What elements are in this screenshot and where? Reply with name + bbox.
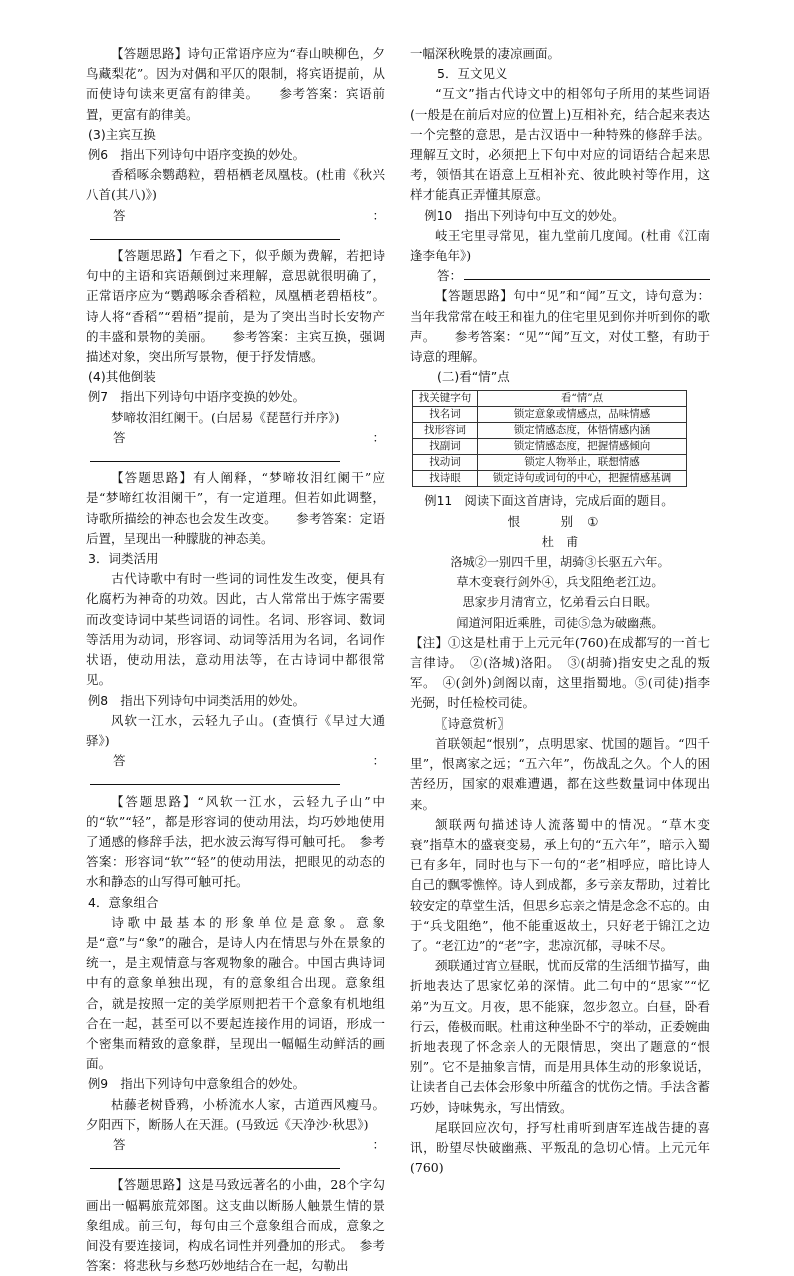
- paragraph: 【注】①这是杜甫于上元元年(760)在成都写的一首七言律诗。 ②(洛城)洛阳。 ③(胡骑)指安史之乱的叛军。 ④(剑外)剑阁以南，这里指蜀地。⑤(司徒)指李光弼，时任检校司徒。: [410, 634, 710, 711]
- paragraph: 例10 指出下列诗句中互文的妙处。: [412, 208, 625, 223]
- paragraph: 一幅深秋晚景的凄凉画面。: [410, 46, 561, 61]
- paragraph: 枯藤老树昏鸦，小桥流水人家，古道西风瘦马。夕阳西下，断肠人在天涯。(马致远《天净沙·秋思》): [86, 1096, 385, 1132]
- paragraph: 5．互文见义: [412, 66, 508, 82]
- paragraph: (4)其他倒装: [88, 369, 156, 385]
- answer-blank[interactable]: [90, 772, 340, 785]
- paragraph: 例7 指出下列诗句中语序变换的妙处。: [88, 390, 305, 405]
- paragraph: 诗歌中最基本的形象单位是意象。意象是“意”与“象”的融合，是诗人内在情思与外在景象的统一，是主观情意与客观物象的融合。中国古典诗词中有的意象单独出现，有的意象组合出现。意象组合，就是按照一定的美学原则把若干个意象有机地组合在一起，甚至可以不要起连接作用的词语，形成一个密集而精致的意象群，呈现出一幅幅生动鲜活的画面。: [86, 914, 385, 1072]
- table-row: [413, 455, 687, 471]
- paragraph: “互文”指古代诗文中的相邻句子所用的某些词语(一般是在前后对应的位置上)互相补充，结合起来表达一个完整的意思，是古汉语中一种特殊的修辞手法。理解互文时，必须把上下句中对应的词语结合起来思考，领悟其在语意上互相补充、彼此映衬等作用，这样才能真正弄懂其原意。: [410, 86, 710, 203]
- paragraph: 3．词类活用: [88, 551, 159, 567]
- table-row: [413, 471, 687, 487]
- paragraph: 颔联两句描述诗人流落蜀中的情况。“草木变衰”指草木的盛衰变易，承上句的“五六年”，暗示入蜀已有多年，同时也与下一句的“老”相呼应，暗比诗人自己的飘零憔悴。诗人到成都，多亏亲友帮助，过着比较安定的草堂生活，但思乡忘亲之情是念念不忘的。由于“兵戈阻绝”，他不能重返故土，只好老于锦江之边了。“老江边”的“老”字，悲凉沉郁，寻味不尽。: [410, 816, 711, 953]
- paragraph: 例6 指出下列诗句中语序变换的妙处。: [88, 148, 305, 163]
- answer-line: [86, 1135, 385, 1175]
- paragraph: 首联领起“恨别”，点明思家、忧国的题旨。“四千里”，恨离家之远；“五六年”，伤战乱之久。个人的困苦经历，国家的艰难遭遇，都在这些数量词中体现出来。: [410, 735, 710, 812]
- answer-label: 答：: [113, 207, 385, 223]
- paragraph: 香稻啄余鹦鹉粒，碧梧栖老凤凰枝。(杜甫《秋兴八首(其八)》): [86, 167, 385, 203]
- poem-line: 思家步月清宵立，忆弟看云白日眠。: [462, 595, 658, 610]
- paragraph: 尾联回应次句，抒写杜甫听到唐军连战告捷的喜讯，盼望尽快破幽燕、平叛乱的急切心情。上元元年(760): [410, 1119, 710, 1176]
- answer-label: 答：: [113, 753, 385, 769]
- paragraph: 【答题思路】有人阐释，“梦啼妆泪红阑干”应是“梦啼红妆泪阑干”，有一定道理。但若如此调整，诗歌所描绘的神态也会发生改变。 参考答案：定语后置，呈现出一种朦胧的神态美。: [86, 470, 385, 546]
- answer-label: 答：: [437, 268, 463, 284]
- table-cell: 锁定人物举止，联想情感: [478, 455, 687, 471]
- table-row: [413, 391, 687, 407]
- left-column: [86, 44, 385, 1276]
- answer-blank[interactable]: [464, 267, 710, 280]
- paragraph: 风软一江水，云轻九子山。(查慎行《早过大通驿》): [86, 712, 385, 748]
- table-cell: 看“情”点: [478, 391, 687, 407]
- answer-label: 答：: [113, 1136, 385, 1152]
- answer-line: [86, 751, 385, 791]
- paragraph: 梦啼妆泪红阑干。(白居易《琵琶行并序》): [111, 409, 340, 425]
- clue-table: [412, 390, 687, 487]
- right-column: [410, 44, 710, 1178]
- paragraph: 古代诗歌中有时一些词的词性发生改变，便具有化腐朽为神奇的功效。因此，古人常常出于炼字需要而改变诗词中某些词语的词性。名词、形容词、数词等活用为动词，形容词、动词等活用为名词，名词作状语，使动用法，意动用法等，在古诗词中都很常见。: [86, 571, 385, 688]
- paragraph: 例8 指出下列诗句中词类活用的妙处。: [88, 693, 305, 708]
- table-cell: 找副词: [413, 439, 478, 455]
- poem-title: 恨 别①: [507, 513, 613, 529]
- paragraph: 例11 阅读下面这首唐诗，完成后面的题目。: [412, 494, 674, 509]
- answer-line: [86, 428, 385, 468]
- poem-line: 杜 甫: [541, 534, 579, 549]
- table-cell: 锁定意象或情感点，品味情感: [478, 407, 687, 423]
- poem-line: 闻道河阳近乘胜，司徒⑤急为破幽燕。: [456, 615, 664, 630]
- answer-line: [410, 266, 710, 286]
- table-cell: 锁定诗句或词句的中心，把握情感基调: [478, 471, 687, 487]
- table-cell: 找动词: [413, 455, 478, 471]
- paragraph: 【答题思路】“风软一江水，云轻九子山”中的“软”“轻”，都是形容词的使动用法，均巧妙地使用了通感的修辞手法，把水波云海写得可触可托。 参考答案：形容词“软”“轻”的使动用法，把眼见的动态的水和静态的山写得可触可托。: [86, 793, 385, 890]
- paragraph: (3)主宾互换: [88, 126, 156, 142]
- paragraph: 【答题思路】句中“见”和“闻”互文，诗句意为：当年我常常在岐王和崔九的住宅里见到你并听到你的歌声。 参考答案：“见”“闻”互文，对仗工整，有助于诗意的理解。: [410, 288, 711, 365]
- poem-line: 洛城②一别四千里，胡骑③长驱五六年。: [450, 555, 670, 570]
- table-cell: 找形容词: [413, 423, 478, 439]
- paragraph: 4．意象组合: [88, 894, 159, 910]
- answer-blank[interactable]: [90, 227, 340, 240]
- paragraph: 颈联通过宵立昼眠，忧而反常的生活细节描写，曲折地表达了思家忆弟的深情。此二句中的“思家”“忆弟”为互文。月夜，思不能寐，忽步忽立。白昼，卧看行云，倦极而眠。杜甫这种坐卧不宁的举动，正委婉曲折地表现了怀念亲人的无限情思，突出了题意的“恨别”。它不是抽象言情，而是用具体生动的形象说话，让读者自己去体会形象中所蕴含的忧伤之情。手法含蓄巧妙，诗味隽永，写出情致。: [410, 958, 711, 1115]
- table-row: [413, 439, 687, 455]
- paragraph: 【答题思路】这是马致远著名的小曲，28个字勾画出一幅羁旅荒郊图。这支曲以断肠人触景生情的景象组成。前三句，每句由三个意象组合而成，意象之间没有要连接词，构成名词性并列叠加的形式。 参考答案：将悲秋与乡愁巧妙地结合在一起，勾勒出: [86, 1177, 385, 1274]
- paragraph: (二)看“情”点: [412, 369, 510, 385]
- paragraph: 例9 指出下列诗句中意象组合的妙处。: [88, 1077, 305, 1092]
- table-cell: 锁定情感态度，体悟情感内涵: [478, 423, 687, 439]
- table-row: [413, 423, 687, 439]
- answer-blank[interactable]: [90, 449, 340, 462]
- table-cell: 找名词: [413, 407, 478, 423]
- paragraph: 【答题思路】诗句正常语序应为“春山映柳色，夕鸟藏梨花”。因为对偶和平仄的限制，将宾语提前，从而使诗句读来更富有韵律美。 参考答案：宾语前置，更富有韵律美。: [86, 46, 385, 122]
- paragraph: 〖诗意赏析〗: [435, 715, 511, 731]
- answer-label: 答：: [113, 429, 385, 445]
- table-row: [413, 407, 687, 423]
- answer-line: [86, 206, 385, 246]
- table-cell: 锁定情感态度，把握情感倾向: [478, 439, 687, 455]
- table-cell: 找诗眼: [413, 471, 478, 487]
- answer-blank[interactable]: [90, 1156, 340, 1169]
- table-cell: 找关键字句: [413, 391, 478, 407]
- paragraph: 【答题思路】乍看之下，似乎颇为费解，若把诗句中的主语和宾语颠倒过来理解，意思就很明确了，正常语序应为“鹦鹉啄余香稻粒，凤凰栖老碧梧枝”。诗人将“香稻”“碧梧”提前，是为了突出当时长安物产的丰盛和景物的美丽。 参考答案：主宾互换，强调描述对象，突出所写景物，便于抒发情感。: [86, 248, 385, 365]
- paragraph: 岐王宅里寻常见，崔九堂前几度闻。(杜甫《江南逢李龟年》): [410, 227, 710, 264]
- poem-line: 草木变衰行剑外④，兵戈阻绝老江边。: [456, 575, 664, 590]
